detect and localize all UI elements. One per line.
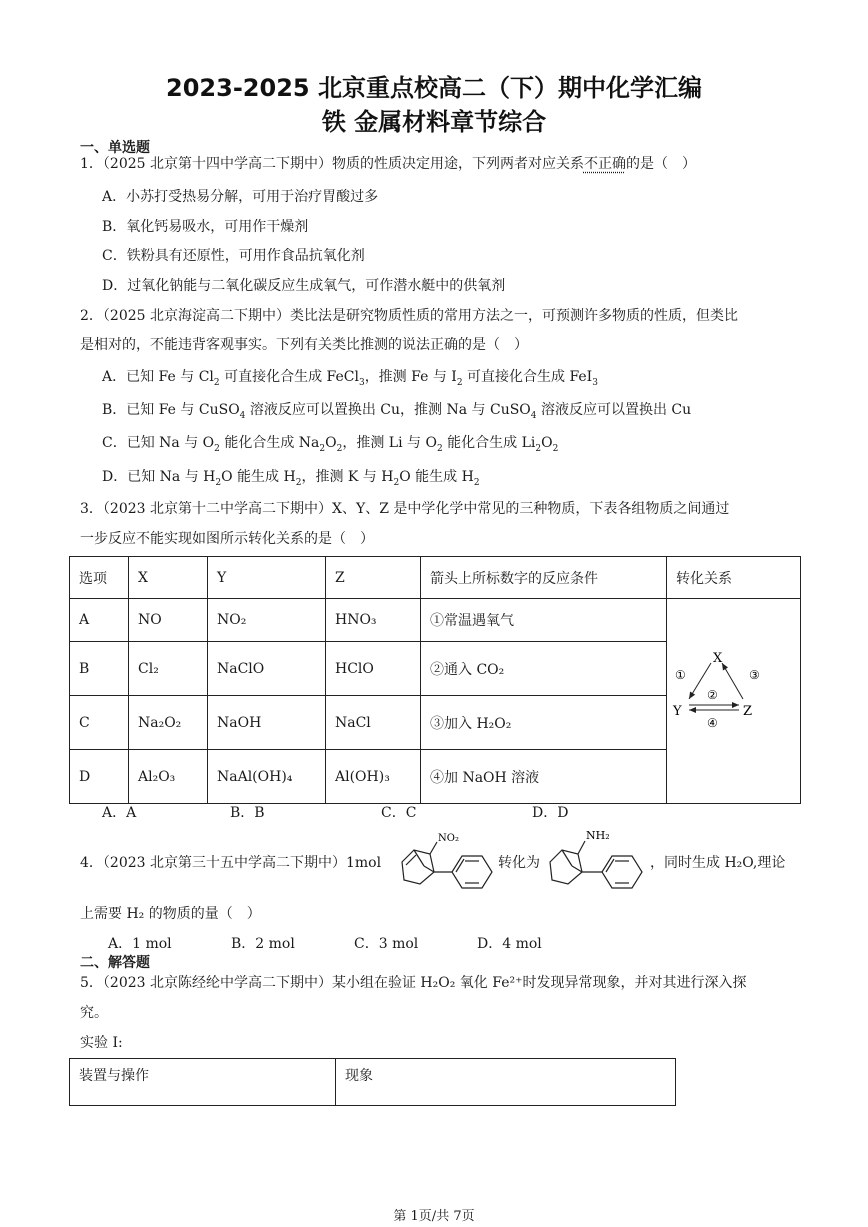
q5-table [69, 1058, 676, 1106]
q2-option-c: C．已知 Na 与 $O_2$ 能化合生成 $Na_2O_2$，推测 Li 与 $O_2$ 能化合生成 $Li_2O_2$ [102, 435, 559, 454]
q2-option-b: B．已知 Fe 与 CuSO$_4$ 溶液反应可以置换出 Cu，推测 Na 与 CuSO$_4$ 溶液反应可以置换出 Cu [102, 402, 692, 421]
section-heading-answer: 二、解答题 [80, 955, 150, 971]
q1-option-d: D．过氧化钠能与二氧化碳反应生成氧气，可作潜水艇中的供氧剂 [102, 278, 506, 294]
question-1-stem: 1．（2025 北京第十四中学高二下期中）物质的性质决定用途，下列两者对应关系不正确的是（ ） [80, 156, 696, 172]
node-x: X [713, 651, 723, 666]
question-2-stem-line1: 2．（2025 北京海淀高二下期中）类比法是研究物质性质的常用方法之一，可预测许多物质的性质，但类比 [80, 308, 738, 324]
xyz-cycle-diagram [667, 599, 799, 799]
q2-option-d: D．已知 Na 与 $H_2O$ 能生成 $H_2$，推测 K 与 $H_2O$ 能生成 $H_2$ [102, 469, 480, 488]
table-cell: NaOH [208, 696, 326, 750]
table-cell: NaCl [326, 696, 421, 750]
q3-answer-d: D．D [532, 805, 569, 821]
table-cell: NaAl(OH)₄ [208, 750, 326, 804]
label-4: ④ [707, 716, 718, 730]
table-cell: Na₂O₂ [129, 696, 208, 750]
table-cell: NO [129, 599, 208, 642]
q4-answer-a: A．1 mol [108, 936, 172, 952]
amino-group-label: NH₂ [586, 829, 610, 842]
table-header: 选项 [70, 557, 129, 599]
question-4-stem-part2: 转化为 [498, 855, 540, 871]
table-header: Y [208, 557, 326, 599]
q1-option-b: B．氧化钙易吸水，可用作干燥剂 [102, 219, 309, 235]
question-4-stem-part1: 4．（2023 北京第三十五中学高二下期中）1mol [80, 855, 382, 871]
q4-answer-c: C．3 mol [354, 936, 419, 952]
label-2: ② [707, 688, 718, 702]
table-row [70, 599, 801, 642]
q3-answer-c: C．C [381, 805, 417, 821]
q4-answer-b: B．2 mol [231, 936, 295, 952]
table-cell: D [70, 750, 129, 804]
question-3-stem-line1: 3．（2023 北京第十二中学高二下期中）X、Y、Z 是中学化学中常见的三种物质，下表各组物质之间通过 [80, 501, 730, 517]
table-cell: ①常温遇氧气 [421, 599, 667, 642]
table-header: 现象 [336, 1059, 676, 1106]
question-5-stem-line2: 究。 [80, 1005, 108, 1021]
table-cell: C [70, 696, 129, 750]
table-header: 装置与操作 [70, 1059, 336, 1106]
table-header: Z [326, 557, 421, 599]
question-4-stem-part3: ，同时生成 H₂O,理论 [650, 855, 786, 871]
node-z: Z [743, 704, 753, 719]
table-cell: B [70, 642, 129, 696]
table-header: X [129, 557, 208, 599]
table-cell: HNO₃ [326, 599, 421, 642]
table-cell: ③加入 H₂O₂ [421, 696, 667, 750]
transformation-diagram-cell [667, 599, 801, 804]
nitro-group-label: NO₂ [438, 833, 459, 844]
question-4-stem-line2: 上需要 H₂ 的物质的量（ ） [80, 906, 261, 922]
label-3: ③ [749, 668, 760, 682]
node-y: Y [673, 704, 682, 719]
arrow-z-to-x [722, 663, 743, 699]
table-header: 箭头上所标数字的反应条件 [421, 557, 667, 599]
nitro-compound-structure [392, 826, 500, 892]
q1-option-c: C．铁粉具有还原性，可用作食品抗氧化剂 [102, 248, 365, 264]
page-subtitle: 铁 金属材料章节综合 [321, 108, 547, 136]
label-1: ① [675, 668, 686, 682]
page-footer: 第 1页/共 7页 [393, 1209, 475, 1224]
table-cell: Al₂O₃ [129, 750, 208, 804]
amine-compound-structure [544, 826, 654, 892]
experiment-label: 实验 I: [80, 1035, 123, 1051]
q3-answer-a: A．A [102, 805, 137, 821]
table-cell: Cl₂ [129, 642, 208, 696]
question-5-stem-line1: 5．（2023 北京陈经纶中学高二下期中）某小组在验证 H₂O₂ 氧化 Fe²⁺时发现异常现象，并对其进行深入探 [80, 975, 747, 991]
table-cell: ②通入 CO₂ [421, 642, 667, 696]
table-cell: A [70, 599, 129, 642]
question-2-stem-line2: 是相对的，不能违背客观事实。下列有关类比推测的说法正确的是（ ） [80, 337, 528, 353]
table-cell: HClO [326, 642, 421, 696]
table-cell: ④加 NaOH 溶液 [421, 750, 667, 804]
q3-table [69, 556, 801, 804]
table-cell: Al(OH)₃ [326, 750, 421, 804]
table-cell: NO₂ [208, 599, 326, 642]
q4-answer-d: D．4 mol [477, 936, 542, 952]
question-3-stem-line2: 一步反应不能实现如图所示转化关系的是（ ） [80, 531, 374, 547]
page-title: 2023-2025 北京重点校高二（下）期中化学汇编 [166, 74, 702, 102]
emphasis-not-correct: 不正确 [583, 156, 626, 172]
q1-option-a: A．小苏打受热易分解，可用于治疗胃酸过多 [102, 189, 379, 205]
q3-answer-b: B．B [230, 805, 265, 821]
table-cell: NaClO [208, 642, 326, 696]
section-heading-single-choice: 一、单选题 [80, 140, 150, 156]
table-header: 转化关系 [667, 557, 801, 599]
q2-option-a: A．已知 Fe 与 $Cl_2$ 可直接化合生成 FeCl$_3$，推测 Fe 与 $I_2$ 可直接化合生成 FeI$_3$ [102, 369, 598, 388]
